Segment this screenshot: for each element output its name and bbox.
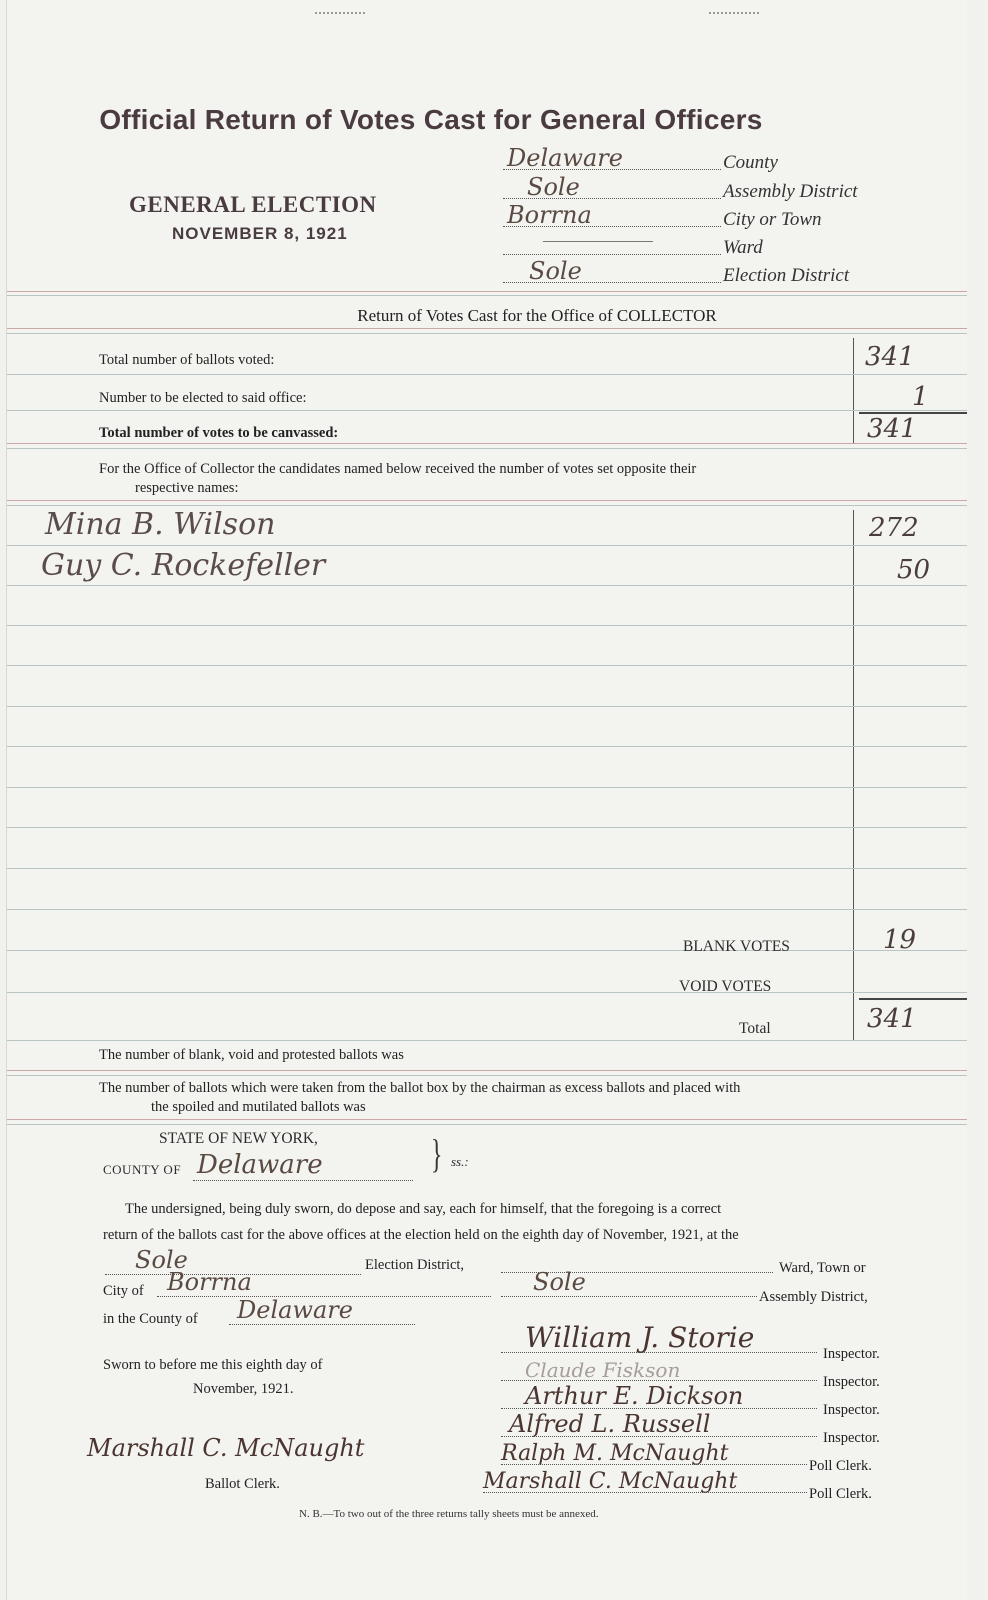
- rule: [7, 665, 967, 666]
- signature-role: Poll Clerk.: [809, 1458, 872, 1474]
- assembly-district-label: Assembly District: [723, 181, 858, 202]
- signature: Alfred L. Russell: [509, 1410, 711, 1438]
- section-heading: Return of Votes Cast for the Office of COLLECTOR: [357, 306, 717, 325]
- signature-role: Inspector.: [823, 1374, 880, 1390]
- oath-paragraph: [103, 1196, 897, 1248]
- rule: [7, 868, 967, 869]
- blank-void-protested-text: The number of blank, void and protested ballots was: [99, 1047, 404, 1063]
- staple-mark: [315, 12, 365, 20]
- footnote: N. B.—To two out of the three returns tally sheets must be annexed.: [299, 1508, 599, 1520]
- blank-votes-label: BLANK VOTES: [683, 938, 790, 955]
- city-town-label: City or Town: [723, 209, 822, 230]
- excess-ballots-line2: the spoiled and mutilated ballots was: [151, 1099, 366, 1115]
- signature-line: [501, 1356, 817, 1381]
- ss-abbrev: ss.:: [451, 1154, 469, 1169]
- city-of-label: City of: [103, 1283, 144, 1299]
- rule: [7, 992, 967, 993]
- sworn-line2: November, 1921.: [193, 1381, 294, 1397]
- candidate-name: Mina B. Wilson: [45, 507, 276, 542]
- candidates-intro-line2: respective names:: [135, 480, 239, 496]
- rule: [7, 291, 967, 292]
- signature: Ralph M. McNaught: [501, 1441, 729, 1466]
- rule: [7, 1040, 967, 1041]
- oath-district-label: Election District,: [365, 1257, 465, 1273]
- signature: Marshall C. McNaught: [483, 1469, 738, 1494]
- rule: [7, 295, 967, 296]
- rule: [7, 909, 967, 910]
- void-votes-label: VOID VOTES: [679, 978, 772, 995]
- election-date: NOVEMBER 8, 1921: [172, 224, 348, 243]
- rule: [7, 706, 967, 707]
- oath-assembly-line: [501, 1268, 757, 1297]
- total-value: 341: [867, 1004, 917, 1034]
- election-type: GENERAL ELECTION: [129, 192, 377, 217]
- signature-line: [501, 1384, 817, 1409]
- candidate-name: Guy C. Rockefeller: [41, 548, 326, 583]
- rule: [7, 1070, 967, 1071]
- rule: [7, 328, 967, 329]
- sworn-line1: Sworn to before me this eighth day of: [103, 1357, 323, 1373]
- oath-line2: return of the ballots cast for the above offices at the election held on the eighth day of November, 1921, at the: [103, 1227, 739, 1243]
- rule: [7, 585, 967, 586]
- assembly-district-field: [503, 173, 963, 203]
- ballot-clerk-signature: Marshall C. McNaught: [87, 1434, 365, 1462]
- county-label: County: [723, 152, 778, 173]
- signature-role: Inspector.: [823, 1430, 880, 1446]
- rule: [7, 500, 967, 501]
- oath-district-value: Sole: [135, 1246, 188, 1274]
- ward-field: [503, 233, 963, 259]
- rule: [7, 950, 967, 951]
- brace: }: [430, 1131, 443, 1176]
- rule: [7, 374, 967, 375]
- ward-label: Ward: [723, 237, 763, 258]
- rule: [7, 410, 967, 411]
- rule: [7, 443, 967, 444]
- county-of-value: Delaware: [197, 1150, 323, 1180]
- rule: [7, 746, 967, 747]
- votes-canvassed-value: 341: [867, 414, 917, 444]
- election-district-field: [503, 257, 963, 287]
- signature-line: [483, 1468, 807, 1493]
- signature: Arthur E. Dickson: [525, 1382, 744, 1410]
- county-value: Delaware: [507, 144, 623, 172]
- signature-role: Inspector.: [823, 1346, 880, 1362]
- city-of-value: Borrna: [167, 1268, 252, 1296]
- rule: [7, 1075, 967, 1076]
- rule: [7, 827, 967, 828]
- signature-role: Poll Clerk.: [809, 1486, 872, 1502]
- in-county-label: in the County of: [103, 1311, 198, 1327]
- assembly-district-value: Sole: [527, 173, 580, 201]
- document-title: Official Return of Votes Cast for General Officers: [99, 104, 763, 135]
- total-ballots-value: 341: [865, 342, 915, 372]
- election-district-value: Sole: [529, 257, 582, 285]
- rule: [7, 333, 967, 334]
- oath-ward-label: Ward, Town or: [779, 1260, 866, 1276]
- state-heading: STATE OF NEW YORK,: [159, 1130, 318, 1147]
- total-ballots-label: Total number of ballots voted:: [99, 352, 275, 368]
- column-divider: [853, 338, 854, 444]
- rule: [7, 505, 967, 506]
- signature: Claude Fiskson: [525, 1358, 681, 1382]
- rule: [7, 1119, 967, 1120]
- election-district-label: Election District: [723, 265, 850, 286]
- blank-votes-value: 19: [883, 925, 917, 955]
- candidates-intro-line1: For the Office of Collector the candidates named below received the number of votes set opposite their: [99, 461, 697, 477]
- signature-line: [501, 1321, 817, 1354]
- candidate-votes: 50: [897, 555, 931, 585]
- oath-line1: The undersigned, being duly sworn, do depose and say, each for himself, that the foregoing is a correct: [125, 1201, 722, 1217]
- county-of-label: COUNTY OF: [103, 1162, 182, 1177]
- city-town-field: [503, 201, 963, 231]
- excess-ballots-text: [99, 1079, 899, 1117]
- rule: [7, 625, 967, 626]
- city-of-line: [157, 1268, 491, 1297]
- rule: [7, 787, 967, 788]
- sum-rule: [859, 998, 967, 1000]
- rule: [7, 448, 967, 449]
- total-label: Total: [739, 1020, 771, 1037]
- candidates-intro: [99, 460, 899, 498]
- votes-canvassed-label: Total number of votes to be canvassed:: [99, 425, 339, 441]
- in-county-value: Delaware: [237, 1296, 353, 1324]
- oath-assembly-label: Assembly District,: [759, 1289, 868, 1305]
- rule: [7, 545, 967, 546]
- number-elected-value: 1: [912, 382, 929, 412]
- election-return-document: [6, 0, 967, 1600]
- staple-mark: [709, 12, 759, 20]
- ward-blank-stroke: [543, 241, 653, 242]
- county-field: [503, 144, 963, 174]
- ballot-clerk-role: Ballot Clerk.: [205, 1476, 280, 1492]
- signature-role: Inspector.: [823, 1402, 880, 1418]
- column-divider: [853, 510, 854, 1040]
- rule: [7, 1124, 967, 1125]
- signature-line: [501, 1412, 817, 1437]
- excess-ballots-line1: The number of ballots which were taken from the ballot box by the chairman as excess ballots and placed with: [99, 1080, 741, 1096]
- county-of-line: [193, 1150, 413, 1181]
- in-county-line: [229, 1296, 415, 1325]
- oath-assembly-value: Sole: [533, 1268, 586, 1296]
- candidate-votes: 272: [869, 513, 919, 543]
- signature: William J. Storie: [525, 1321, 755, 1354]
- signature-line: [501, 1440, 807, 1465]
- number-elected-label: Number to be elected to said office:: [99, 390, 307, 406]
- city-town-value: Borrna: [507, 201, 592, 229]
